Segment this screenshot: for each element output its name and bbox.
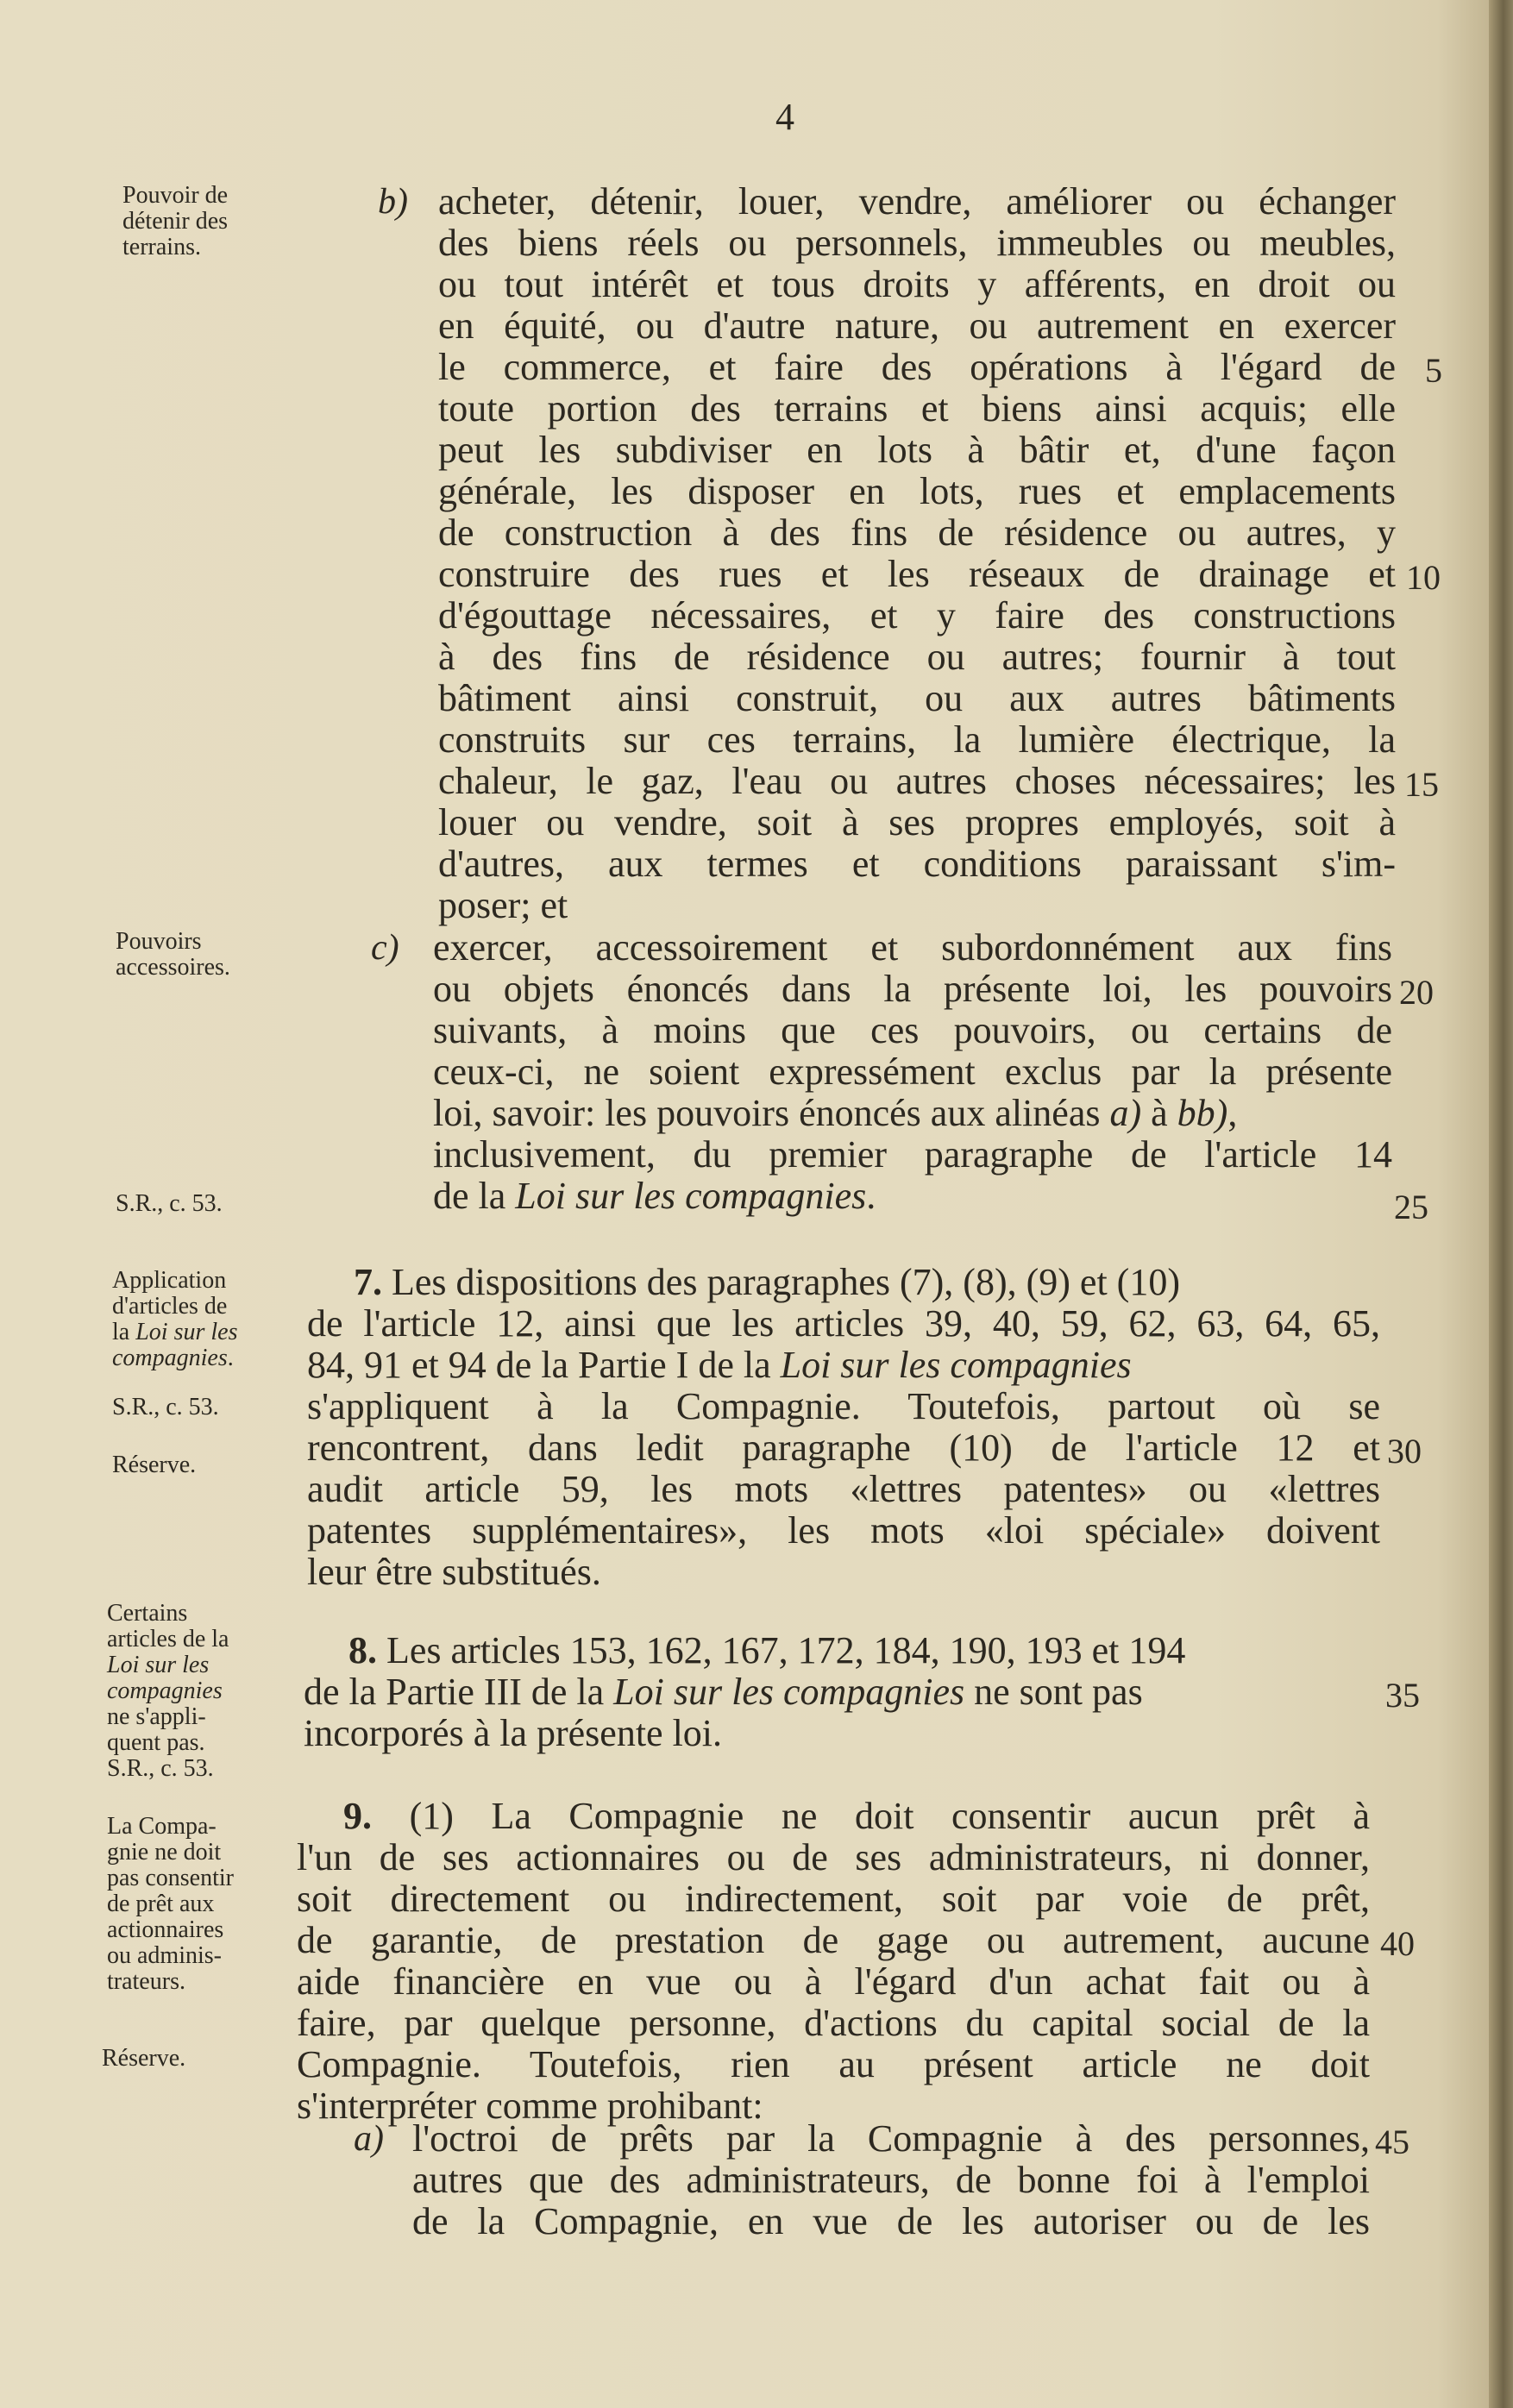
- text-line: ceux-ci, ne soient expressément exclus par la présente: [433, 1050, 1392, 1093]
- text-line: acheter, détenir, louer, vendre, améliorer ou échanger: [438, 180, 1396, 223]
- margin-note-line: compagnies.: [112, 1345, 234, 1371]
- margin-note-line: articles de la: [107, 1626, 229, 1652]
- margin-note-line: Loi sur les: [107, 1652, 210, 1678]
- margin-note-accessoires: [116, 929, 279, 981]
- margin-note-line: gnie ne doit: [107, 1839, 222, 1866]
- text-line: incorporés à la présente loi.: [304, 1712, 723, 1754]
- line-number: 10: [1406, 558, 1441, 597]
- margin-note-application: [112, 1268, 276, 1371]
- text-line: aide financière en vue ou à l'égard d'un achat fait ou à: [297, 1960, 1370, 2003]
- text-line: exercer, accessoirement et subordonnément aux fins: [433, 926, 1392, 969]
- text-line: de garantie, de prestation de gage ou autrement, aucune: [297, 1919, 1370, 1961]
- margin-note-line: de prêt aux: [107, 1891, 215, 1917]
- text-line: poser; et: [438, 884, 568, 926]
- text-line: en équité, ou d'autre nature, ou autrement en exercer: [438, 304, 1396, 347]
- margin-note-certains: [107, 1601, 271, 1782]
- text-line: louer ou vendre, soit à ses propres employés, soit à: [438, 801, 1396, 843]
- text-line: ou tout intérêt et tous droits y afférents, en droit ou: [438, 263, 1396, 305]
- text-line: d'autres, aux termes et conditions paraissant s'im-: [438, 843, 1396, 885]
- text-line: audit article 59, les mots «lettres patentes» ou «lettres: [307, 1468, 1380, 1510]
- margin-note-line: trateurs.: [107, 1968, 185, 1995]
- margin-note-line: la Loi sur les: [112, 1319, 238, 1345]
- line-number: 45: [1375, 2123, 1409, 2161]
- text-line: générale, les disposer en lots, rues et emplacements: [438, 470, 1396, 512]
- margin-note-line: terrains.: [122, 234, 201, 260]
- text-line: construire des rues et les réseaux de drainage et: [438, 553, 1396, 595]
- margin-note-reserve-1: Réserve.: [112, 1452, 197, 1478]
- text-line: à des fins de résidence ou autres; fournir à tout: [438, 636, 1396, 678]
- line-number: 40: [1380, 1924, 1415, 1963]
- line-number: 15: [1404, 765, 1439, 804]
- margin-note-line: Certains: [107, 1600, 188, 1627]
- margin-note-line: compagnies: [107, 1677, 223, 1704]
- text-line: bâtiment ainsi construit, ou aux autres bâtiments: [438, 677, 1396, 719]
- text-line: le commerce, et faire des opérations à l'égard de: [438, 346, 1396, 388]
- text-line: s'interpréter comme prohibant:: [297, 2085, 763, 2127]
- line-number: 35: [1385, 1676, 1420, 1715]
- label-b: b): [378, 182, 408, 222]
- text-line: s'appliquent à la Compagnie. Toutefois, partout où se: [307, 1385, 1380, 1427]
- text-line: l'octroi de prêts par la Compagnie à des personnes,: [412, 2117, 1370, 2160]
- book-binding-edge: [1489, 0, 1513, 2408]
- margin-note-line: La Compa-: [107, 1813, 217, 1840]
- margin-note-line: pas consentir: [107, 1865, 234, 1891]
- margin-note-line: Pouvoirs: [116, 928, 202, 955]
- margin-note-reserve-2: Réserve.: [102, 2045, 186, 2072]
- text-line: 7. Les dispositions des paragraphes (7), (8), (9) et (10): [354, 1261, 1180, 1303]
- text-line: toute portion des terrains et biens ainsi acquis; elle: [438, 387, 1396, 430]
- margin-note-line: Pouvoir de: [122, 182, 229, 209]
- text-line: l'un de ses actionnaires ou de ses administrateurs, ni donner,: [297, 1836, 1370, 1878]
- text-line: faire, par quelque personne, d'actions du capital social de la: [297, 2002, 1370, 2044]
- margin-note-line: Application: [112, 1267, 227, 1294]
- text-line: 9. (1) La Compagnie ne doit consentir aucun prêt à: [343, 1795, 1370, 1837]
- text-line: chaleur, le gaz, l'eau ou autres choses nécessaires; les: [438, 760, 1396, 802]
- text-line: d'égouttage nécessaires, et y faire des constructions: [438, 594, 1396, 636]
- margin-note-line: accessoires.: [116, 954, 230, 981]
- margin-note-sr-1: S.R., c. 53.: [116, 1190, 223, 1217]
- margin-note-line: d'articles de: [112, 1293, 228, 1320]
- text-line: de construction à des fins de résidence ou autres, y: [438, 511, 1396, 554]
- line-number: 30: [1387, 1432, 1422, 1471]
- label-a: a): [354, 2119, 384, 2159]
- text-line: 84, 91 et 94 de la Partie I de la Loi sur les compagnies: [307, 1344, 1132, 1386]
- line-number: 20: [1399, 973, 1434, 1012]
- text-line: soit directement ou indirectement, soit par voie de prêt,: [297, 1878, 1370, 1920]
- text-line: de la Loi sur les compagnies.: [433, 1175, 876, 1217]
- line-number: 25: [1394, 1188, 1428, 1226]
- page-number: 4: [775, 96, 794, 138]
- line-number: 5: [1425, 351, 1442, 390]
- text-line: construits sur ces terrains, la lumière électrique, la: [438, 718, 1396, 761]
- label-c: c): [371, 928, 399, 968]
- margin-note-line: détenir des: [122, 208, 229, 235]
- margin-note-compagnie: [107, 1814, 271, 1995]
- text-line: inclusivement, du premier paragraphe de l'article 14: [433, 1133, 1392, 1176]
- margin-note-line: quent pas.: [107, 1729, 205, 1756]
- text-line: Compagnie. Toutefois, rien au présent article ne doit: [297, 2043, 1370, 2085]
- text-line: ou objets énoncés dans la présente loi, les pouvoirs: [433, 968, 1392, 1010]
- margin-note-pouvoir: [122, 183, 286, 260]
- margin-note-line: ne s'appli-: [107, 1703, 206, 1730]
- text-line: rencontrent, dans ledit paragraphe (10) de l'article 12 et: [307, 1427, 1380, 1469]
- text-line: des biens réels ou personnels, immeubles ou meubles,: [438, 222, 1396, 264]
- text-line: de l'article 12, ainsi que les articles 39, 40, 59, 62, 63, 64, 65,: [307, 1302, 1380, 1345]
- text-line: autres que des administrateurs, de bonne foi à l'emploi: [412, 2159, 1370, 2201]
- margin-note-line: ou adminis-: [107, 1942, 222, 1969]
- text-line: loi, savoir: les pouvoirs énoncés aux alinéas a) à bb),: [433, 1092, 1238, 1134]
- margin-note-line: actionnaires: [107, 1916, 224, 1943]
- text-line: patentes supplémentaires», les mots «loi spéciale» doivent: [307, 1509, 1380, 1552]
- text-line: peut les subdiviser en lots à bâtir et, d'une façon: [438, 429, 1396, 471]
- text-line: 8. Les articles 153, 162, 167, 172, 184, 190, 193 et 194: [348, 1629, 1186, 1671]
- margin-note-line: S.R., c. 53.: [107, 1755, 214, 1782]
- text-line: de la Partie III de la Loi sur les compagnies ne sont pas: [304, 1671, 1143, 1713]
- margin-note-sr-2: S.R., c. 53.: [112, 1394, 219, 1420]
- text-line: suivants, à moins que ces pouvoirs, ou certains de: [433, 1009, 1392, 1051]
- text-line: de la Compagnie, en vue de les autoriser ou de les: [412, 2200, 1370, 2242]
- text-line: leur être substitués.: [307, 1551, 601, 1593]
